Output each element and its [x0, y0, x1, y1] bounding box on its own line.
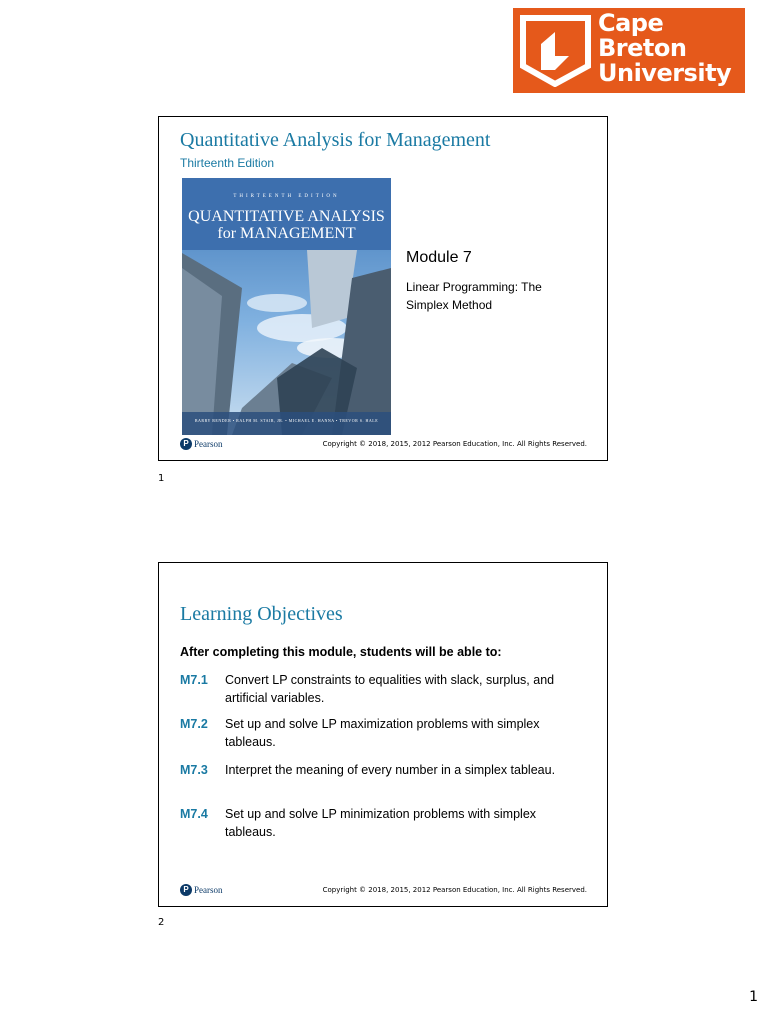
objective-item: [180, 805, 580, 841]
slide-subtitle: Thirteenth Edition: [180, 156, 275, 170]
pearson-icon: P: [180, 438, 192, 450]
logo-line-3: University: [598, 59, 732, 87]
book-cover-image: [182, 178, 391, 435]
objective-item: [180, 671, 580, 707]
cover-title: [182, 208, 391, 242]
objective-text: Convert LP constraints to equalities with slack, surplus, and artificial variables.: [225, 673, 555, 705]
pearson-icon: P: [180, 884, 192, 896]
copyright-text: Copyright © 2018, 2015, 2012 Pearson Education, Inc. All Rights Reserved.: [322, 440, 587, 448]
slide-title: Quantitative Analysis for Management: [180, 129, 491, 151]
cover-edition: THIRTEENTH EDITION: [233, 194, 340, 199]
logo-wordmark: [598, 11, 731, 86]
objective-code: M7.2: [180, 717, 208, 731]
slide-2: [158, 562, 608, 907]
page-number: 1: [749, 989, 758, 1005]
pearson-logo: [180, 438, 223, 450]
logo-line-2: Breton: [598, 34, 687, 62]
slide-number-2: 2: [158, 917, 165, 928]
cover-title-line-1: QUANTITATIVE ANALYSIS: [188, 208, 385, 225]
logo-line-1: Cape: [598, 9, 664, 37]
pearson-logo: [180, 884, 223, 896]
objectives-lead: After completing this module, students will be able to:: [180, 645, 502, 659]
objective-item: [180, 761, 580, 779]
objective-code: M7.1: [180, 673, 208, 687]
objective-code: M7.4: [180, 807, 208, 821]
objective-text: Set up and solve LP maximization problems with simplex tableaus.: [225, 717, 540, 749]
module-subtitle: Linear Programming: The Simplex Method: [406, 280, 542, 312]
university-logo: [513, 8, 745, 93]
pearson-wordmark: Pearson: [194, 439, 223, 449]
objective-item: [180, 715, 580, 751]
slide-title: Learning Objectives: [180, 603, 343, 625]
shield-logo-icon: [519, 14, 592, 87]
pearson-wordmark: Pearson: [194, 885, 223, 895]
cover-title-line-2: for MANAGEMENT: [217, 225, 356, 242]
cover-authors: BARRY RENDER • RALPH M. STAIR, JR. • MICHAEL E. HANNA • TREVOR S. HALE: [194, 418, 379, 423]
objective-code: M7.3: [180, 763, 208, 777]
slide-1: [158, 116, 608, 461]
copyright-text: Copyright © 2018, 2015, 2012 Pearson Education, Inc. All Rights Reserved.: [322, 886, 587, 894]
module-heading: Module 7: [406, 249, 472, 266]
objective-text: Interpret the meaning of every number in a simplex tableau.: [225, 763, 556, 777]
objective-text: Set up and solve LP minimization problems with simplex tableaus.: [225, 807, 537, 839]
slide-number-1: 1: [158, 473, 165, 484]
